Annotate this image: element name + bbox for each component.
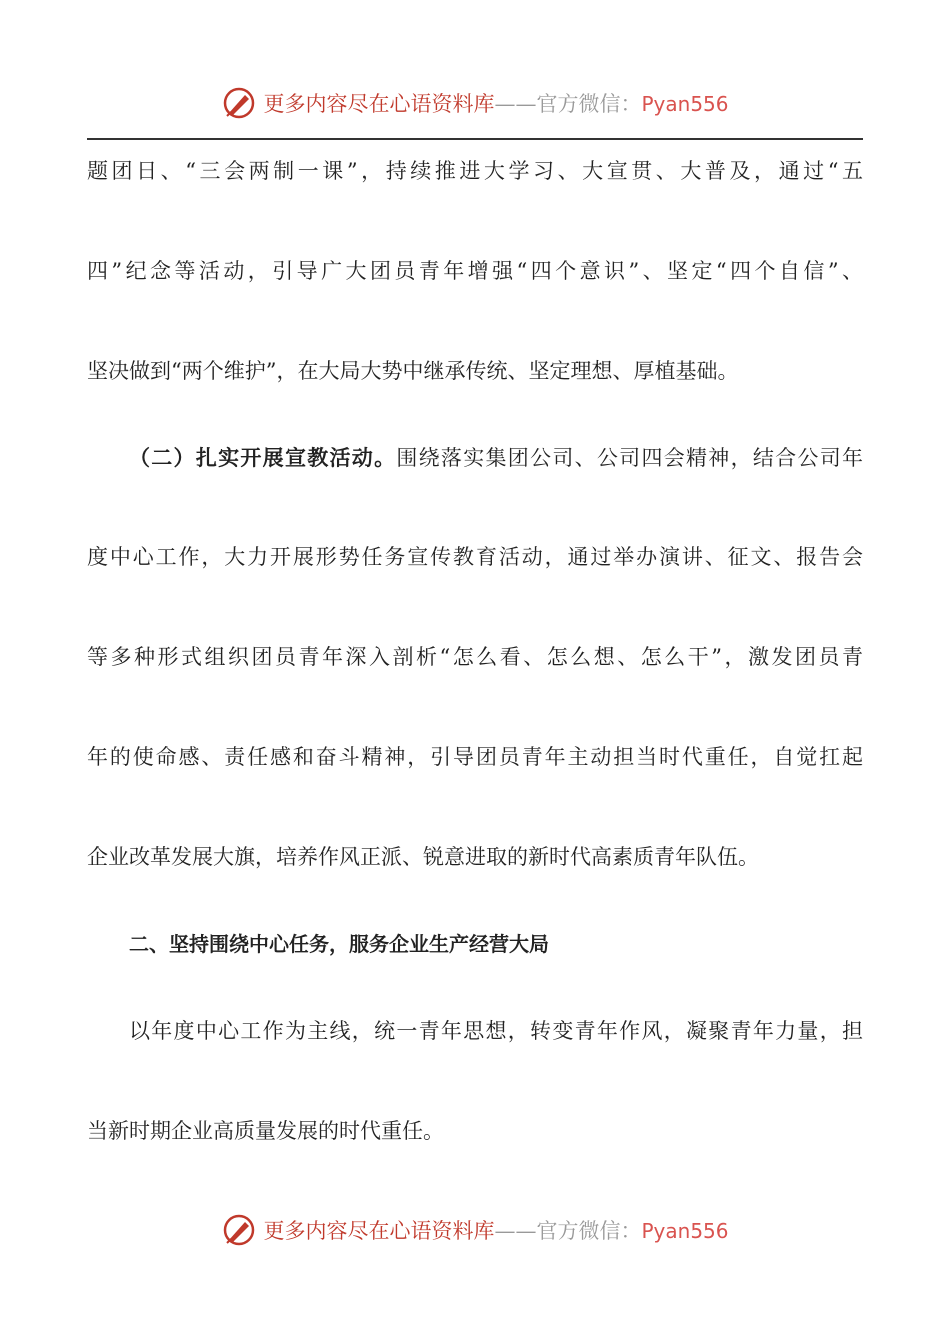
header-dash: —— — [494, 92, 537, 116]
footer-wechat-label: 官方微信： — [536, 1219, 642, 1243]
section-heading-2: 二、坚持围绕中心任务，服务企业生产经营大局 — [129, 932, 549, 956]
footer-text — [263, 1215, 728, 1245]
header-wechat-label: 官方微信： — [536, 92, 642, 116]
pen-logo-icon — [221, 1212, 257, 1248]
p2-line-5: 企业改革发展大旗，培养作风正派、锐意进取的新时代高素质青年队伍。 — [87, 845, 759, 869]
p2-line-1 — [87, 443, 863, 473]
header-banner — [0, 83, 950, 123]
footer-dash: —— — [494, 1219, 537, 1243]
header-brand: 更多内容尽在心语资料库 — [263, 92, 495, 116]
p2-line-3: 等多种形式组织团员青年深入剖析“怎么看、怎么想、怎么干”，激发团员青 — [87, 645, 863, 669]
p1-line-3: 坚决做到“两个维护”，在大局大势中继承传统、坚定理想、厚植基础。 — [87, 359, 739, 383]
p2-line-4: 年的使命感、责任感和奋斗精神，引导团员青年主动担当时代重任，自觉扛起 — [87, 745, 863, 769]
footer-wechat-id: Pyan556 — [641, 1219, 729, 1243]
p2-line-2: 度中心工作，大力开展形势任务宣传教育活动，通过举办演讲、征文、报告会 — [87, 545, 863, 569]
p2-first-rest: 围绕落实集团公司、公司四会精神，结合公司年 — [396, 446, 863, 470]
header-text — [263, 88, 728, 118]
footer-banner — [0, 1210, 950, 1250]
footer-brand: 更多内容尽在心语资料库 — [263, 1219, 495, 1243]
p1-line-1: 题团日、“三会两制一课”，持续推进大学习、大宣贯、大普及，通过“五 — [87, 159, 863, 183]
pen-logo-icon — [221, 85, 257, 121]
p3-line-2: 当新时期企业高质量发展的时代重任。 — [87, 1119, 444, 1143]
header-rule — [87, 138, 863, 140]
p2-lead: （二）扎实开展宣教活动。 — [129, 445, 397, 470]
p1-line-2: 四”纪念等活动，引导广大团员青年增强“四个意识”、坚定“四个自信”、 — [87, 259, 863, 283]
p3-line-1: 以年度中心工作为主线，统一青年思想，转变青年作风，凝聚青年力量，担 — [129, 1019, 863, 1043]
header-wechat-id: Pyan556 — [641, 92, 729, 116]
